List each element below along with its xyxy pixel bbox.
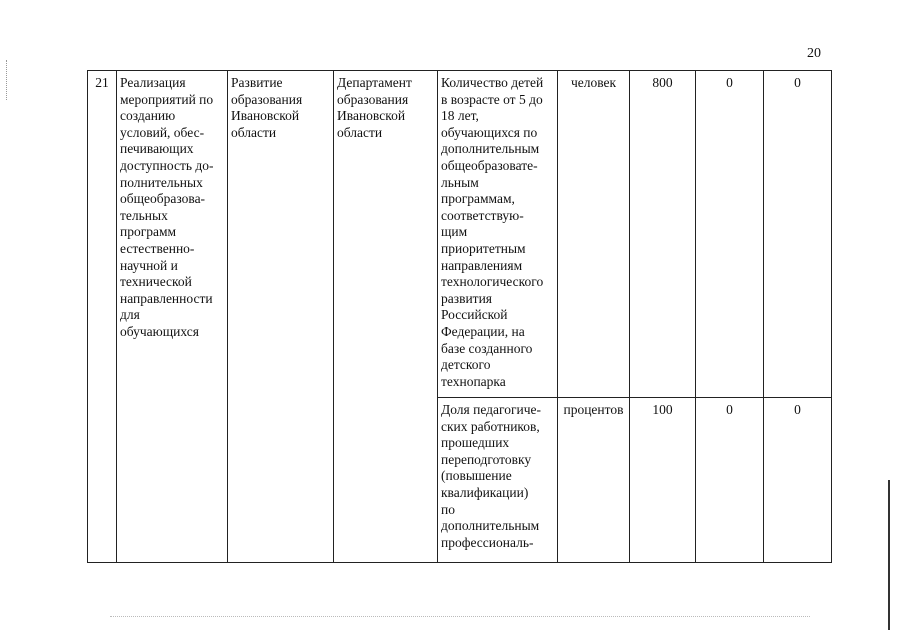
indicator-unit-cell: процентов — [558, 398, 630, 563]
page-number: 20 — [807, 46, 821, 61]
indicator-name-cell: Доля педагогиче- ских работников, прошедших переподготовку (повышение квалификации) по дополнительным профессиональ- — [438, 398, 558, 563]
indicator-name-cell: Количество детей в возрасте от 5 до 18 лет, обучающихся по дополнительным общеобразовате- льным программам, соответствую- щим приоритетным направлениям технологического развития Российской Федерации, на базе созданного детского технопарка — [438, 71, 558, 398]
row-number-cell: 21 — [88, 71, 117, 563]
measures-table — [87, 70, 832, 563]
indicator-value-3-cell: 0 — [764, 398, 832, 563]
scan-edge-mark — [888, 480, 890, 630]
scan-artifact-line — [110, 616, 810, 617]
indicator-value-2-cell: 0 — [696, 71, 764, 398]
table-row — [88, 71, 832, 398]
binding-mark — [6, 60, 7, 100]
indicator-value-1-cell: 800 — [630, 71, 696, 398]
indicator-unit-cell: человек — [558, 71, 630, 398]
event-cell: Реализация мероприятий по созданию условий, обес- печивающих доступность до- полнительных общеобразова- тельных программ естественно- научной и технической направленности для обучающихся — [117, 71, 228, 563]
indicator-value-1-cell: 100 — [630, 398, 696, 563]
program-cell: Развитие образования Ивановской области — [228, 71, 334, 563]
indicator-value-3-cell: 0 — [764, 71, 832, 398]
indicator-value-2-cell: 0 — [696, 398, 764, 563]
executor-cell: Департамент образования Ивановской области — [334, 71, 438, 563]
